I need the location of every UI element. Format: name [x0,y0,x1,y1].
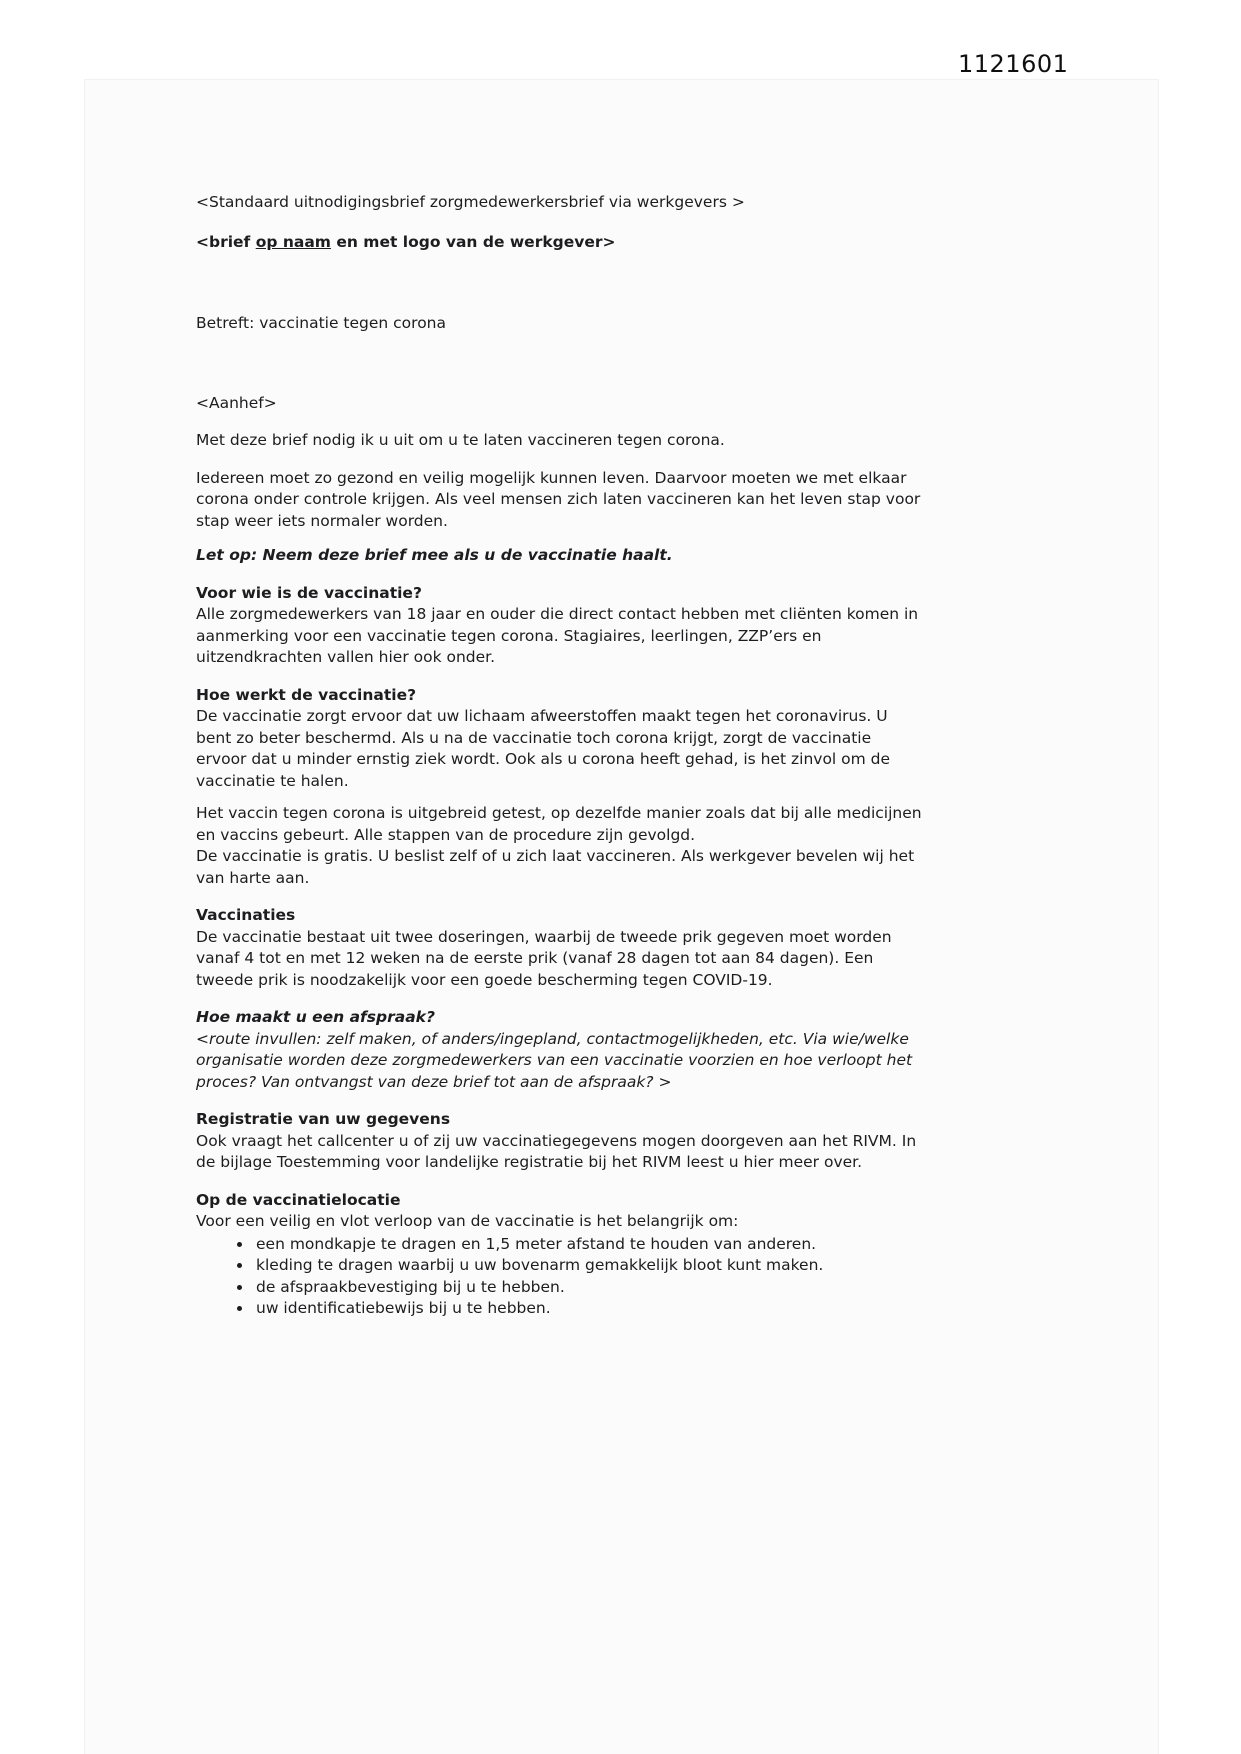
location-bullet-list [196,1234,922,1320]
section-location [196,1190,922,1320]
location-bullet-item: • een mondkapje te dragen en 1,5 meter afstand te houden van anderen. [253,1234,922,1256]
letter-name-logo-suffix: en met logo van de werkgever> [330,232,616,251]
section-body-registration: Ook vraagt het callcenter u of zij uw vaccinatiegegevens mogen doorgeven aan het RIVM. In de bijlage Toestemming voor landelijke registratie bij het RIVM leest u hier meer over. [196,1131,917,1171]
section-how [196,685,922,890]
section-body-how-1: De vaccinatie zorgt ervoor dat uw lichaam afweerstoffen maakt tegen het coronavirus. U bent zo beter beschermd. Als u na de vaccinatie toch corona krijgt, zorgt de vaccinatie ervoor dat u minder ernstig ziek wordt. Ook als u corona heeft gehad, is het zinvol om de vaccinatie te halen. [196,707,891,790]
section-heading-appointment: Hoe maakt u een afspraak? [196,1008,435,1026]
section-heading-who: Voor wie is de vaccinatie? [196,583,422,602]
letter-name-logo-prefix: <brief [196,232,256,251]
section-body-how-3: De vaccinatie is gratis. U beslist zelf of u zich laat vaccineren. Als werkgever bevelen wij het van harte aan. [196,847,915,887]
paragraph-context: Iedereen moet zo gezond en veilig mogelijk kunnen leven. Daarvoor moeten we met elkaar corona onder controle krijgen. Als veel mensen zich laten vaccineren kan het leven stap voor stap weer iets normaler worden. [196,468,921,530]
salutation-line: <Aanhef> [196,393,277,412]
notice-line: Let op: Neem deze brief mee als u de vaccinatie haalt. [196,546,673,564]
section-heading-how: Hoe werkt de vaccinatie? [196,685,417,704]
section-body-appointment: <route invullen: zelf maken, of anders/ingepland, contactmogelijkheden, etc. Via wie/welke organisatie worden deze zorgmedewerkers van een vaccinatie voorzien en hoe verloopt het proces? Van ontvangst van deze brief tot aan de afspraak? > [196,1029,913,1091]
section-intro-location: Voor een veilig en vlot verloop van de vaccinatie is het belangrijk om: [196,1212,739,1230]
location-bullet-item: • de afspraakbevestiging bij u te hebben. [253,1277,922,1299]
section-body-how-2: Het vaccin tegen corona is uitgebreid getest, op dezelfde manier zoals dat bij alle medicijnen en vaccins gebeurt. Alle stappen van de procedure zijn gevolgd. [196,804,922,844]
section-registration [196,1109,922,1174]
page-number: 1121601 [958,50,1069,78]
section-heading-registration: Registratie van uw gegevens [196,1110,451,1128]
template-note-line: <Standaard uitnodigingsbrief zorgmedewerkersbrief via werkgevers > [196,193,745,211]
letter-name-logo-line [196,232,922,254]
section-who [196,583,922,669]
section-heading-vaccinations: Vaccinaties [196,906,296,924]
section-vaccinations [196,905,922,991]
location-bullet-item: • kleding te dragen waarbij u uw bovenarm gemakkelijk bloot kunt maken. [253,1255,922,1277]
section-body-vaccinations: De vaccinatie bestaat uit twee doseringen, waarbij de tweede prik gegeven moet worden vanaf 4 tot en met 12 weken na de eerste prik (vanaf 28 dagen tot aan 84 dagen). Een tweede prik is noodzakelijk voor een goede bescherming tegen COVID-19. [196,927,892,989]
paragraph-invite: Met deze brief nodig ik u uit om u te laten vaccineren tegen corona. [196,431,725,449]
letter-content [196,192,922,1320]
location-bullet-item: • uw identificatiebewijs bij u te hebben. [253,1298,922,1320]
subject-line: Betreft: vaccinatie tegen corona [196,314,446,332]
letter-name-logo-underlined: op naam [255,232,331,251]
document-page [85,80,1158,1754]
section-appointment [196,1007,922,1093]
section-heading-location: Op de vaccinatielocatie [196,1190,401,1209]
section-body-who: Alle zorgmedewerkers van 18 jaar en ouder die direct contact hebben met cliënten komen in aanmerking voor een vaccinatie tegen corona. Stagiaires, leerlingen, ZZP’ers en uitzendkrachten vallen hier ook onder. [196,605,919,666]
